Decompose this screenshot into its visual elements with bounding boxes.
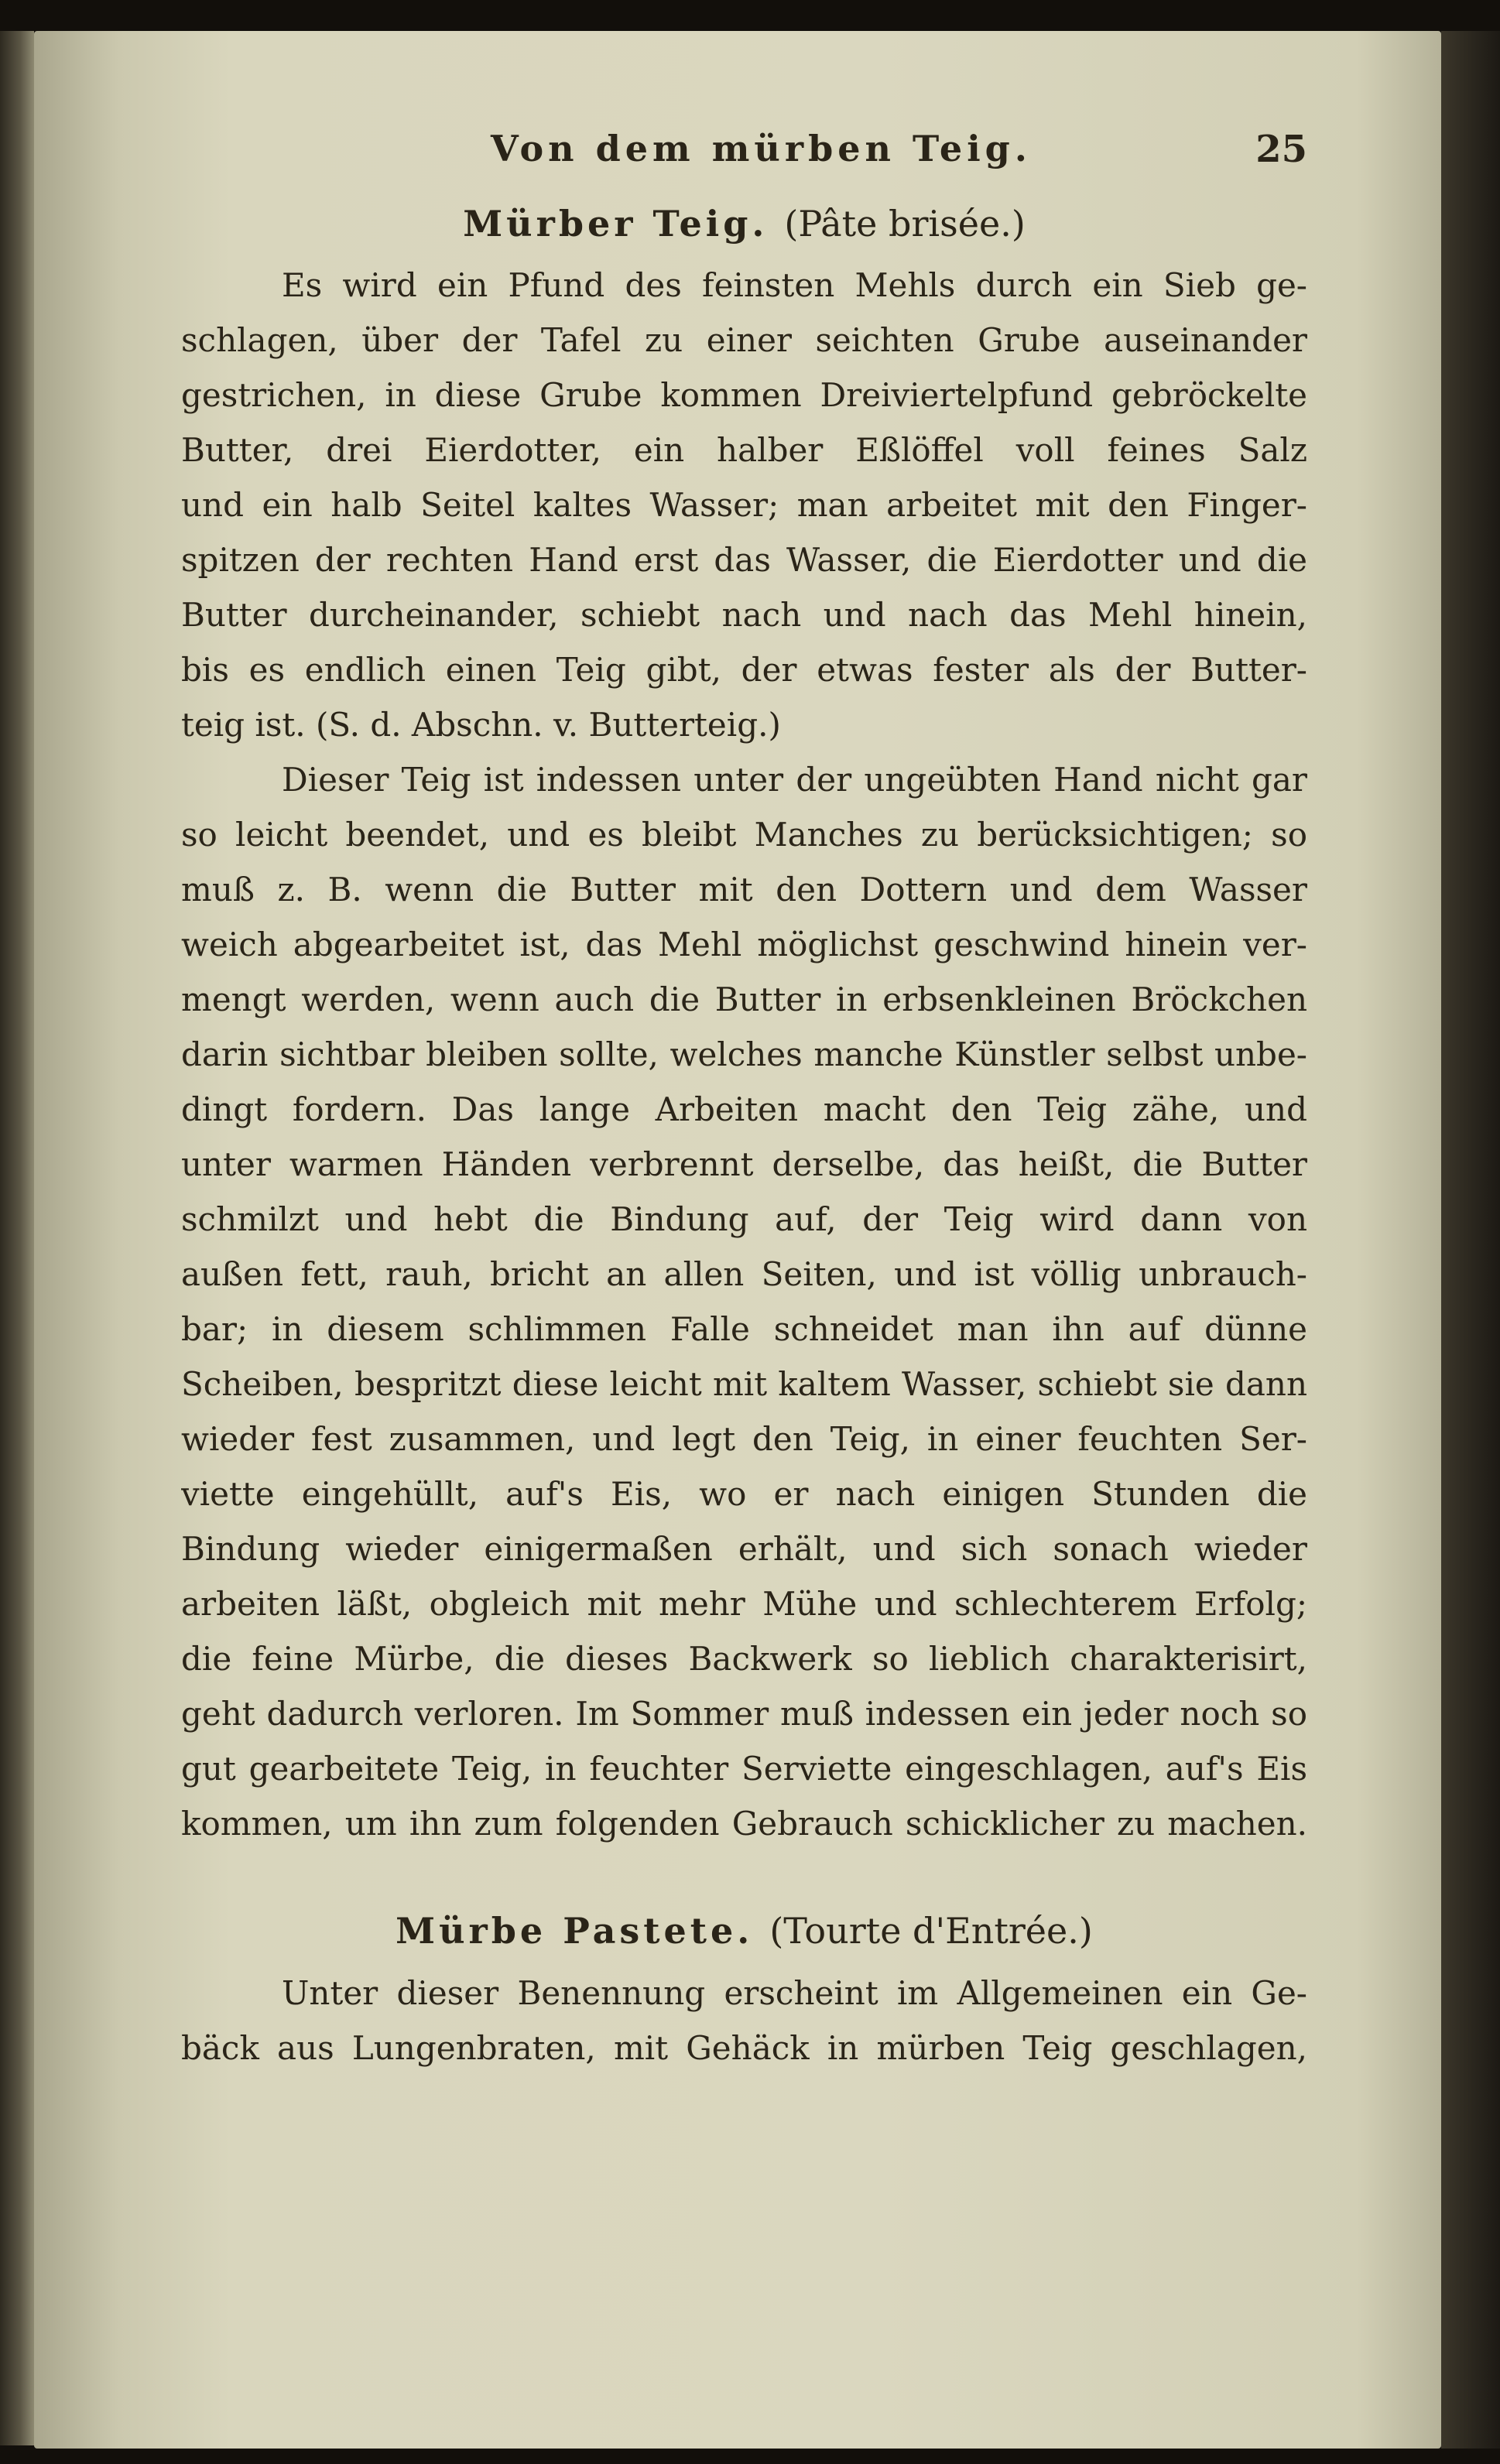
text-line: Dieser Teig ist indessen unter der ungeübten Hand nicht gar bbox=[282, 761, 1307, 799]
text-line: muß z. B. wenn die Butter mit den Dottern und dem Wasser bbox=[181, 871, 1307, 909]
text-line: die feine Mürbe, die dieses Backwerk so lieblich charakterisirt, bbox=[181, 1640, 1307, 1678]
text-line: unter warmen Händen verbrennt derselbe, das heißt, die Butter bbox=[181, 1145, 1307, 1183]
text-line: teig ist. (S. d. Abschn. v. Butterteig.) bbox=[181, 706, 781, 744]
paragraph bbox=[181, 752, 1307, 1851]
text-line: und ein halb Seitel kaltes Wasser; man arbeitet mit den Finger- bbox=[181, 486, 1307, 524]
text-line: viette eingehüllt, auf's Eis, wo er nach einigen Stunden die bbox=[181, 1475, 1307, 1513]
section-title: Mürber Teig. bbox=[463, 203, 769, 245]
book-gutter bbox=[0, 31, 34, 2445]
page-edge-shadow bbox=[1441, 31, 1500, 2449]
text-line: bäck aus Lungenbraten, mit Gehäck in mürben Teig geschlagen, bbox=[181, 2029, 1307, 2067]
text-line: geht dadurch verloren. Im Sommer muß indessen ein jeder noch so bbox=[181, 1695, 1307, 1733]
text-line: mengt werden, wenn auch die Butter in erbsenkleinen Bröckchen bbox=[181, 980, 1307, 1018]
text-line: Butter, drei Eierdotter, ein halber Eßlöffel voll feines Salz bbox=[181, 431, 1307, 469]
text-line: spitzen der rechten Hand erst das Wasser, die Eierdotter und die bbox=[181, 541, 1307, 579]
text-line: gestrichen, in diese Grube kommen Dreiviertelpfund gebröckelte bbox=[181, 376, 1307, 414]
text-line: schlagen, über der Tafel zu einer seichten Grube auseinander bbox=[181, 321, 1307, 359]
section-subtitle: (Tourte d'Entrée.) bbox=[769, 1910, 1093, 1952]
text-line: wieder fest zusammen, und legt den Teig, in einer feuchten Ser- bbox=[181, 1420, 1307, 1458]
text-line: Bindung wieder einigermaßen erhält, und sich sonach wieder bbox=[181, 1530, 1307, 1568]
running-head bbox=[181, 128, 1307, 190]
text-line: gut gearbeitete Teig, in feuchter Serviette eingeschlagen, auf's Eis bbox=[181, 1750, 1307, 1788]
text-line: arbeiten läßt, obgleich mit mehr Mühe und schlechterem Erfolg; bbox=[181, 1585, 1307, 1623]
page-text bbox=[181, 128, 1307, 2076]
section-title: Mürbe Pastete. bbox=[396, 1910, 754, 1952]
text-line: Butter durcheinander, schiebt nach und nach das Mehl hinein, bbox=[181, 596, 1307, 634]
paragraph bbox=[181, 258, 1307, 752]
text-line: Unter dieser Benennung erscheint im Allgemeinen ein Ge- bbox=[282, 1974, 1307, 2012]
section-subtitle: (Pâte brisée.) bbox=[784, 203, 1026, 245]
text-line: bar; in diesem schlimmen Falle schneidet man ihn auf dünne bbox=[181, 1310, 1307, 1348]
page-number: 25 bbox=[1255, 128, 1307, 171]
text-line: dingt fordern. Das lange Arbeiten macht den Teig zähe, und bbox=[181, 1090, 1307, 1128]
section-heading-muerbe-pastete bbox=[181, 1896, 1307, 1966]
running-title: Von dem mürben Teig. bbox=[491, 128, 1032, 169]
paragraph bbox=[181, 1966, 1307, 2076]
text-line: kommen, um ihn zum folgenden Gebrauch schicklicher zu machen. bbox=[181, 1805, 1307, 1843]
text-line: darin sichtbar bleiben sollte, welches manche Künstler selbst unbe- bbox=[181, 1035, 1307, 1073]
section-spacer bbox=[181, 1851, 1307, 1896]
text-line: Scheiben, bespritzt diese leicht mit kaltem Wasser, schiebt sie dann bbox=[181, 1365, 1307, 1403]
text-line: außen fett, rauh, bricht an allen Seiten, und ist völlig unbrauch- bbox=[181, 1255, 1307, 1293]
section-heading-muerber-teig bbox=[181, 190, 1307, 258]
text-line: bis es endlich einen Teig gibt, der etwas fester als der Butter- bbox=[181, 651, 1307, 689]
text-line: schmilzt und hebt die Bindung auf, der Teig wird dann von bbox=[181, 1200, 1307, 1238]
text-line: Es wird ein Pfund des feinsten Mehls durch ein Sieb ge- bbox=[282, 266, 1307, 304]
text-line: so leicht beendet, und es bleibt Manches zu berücksichtigen; so bbox=[181, 816, 1307, 854]
text-line: weich abgearbeitet ist, das Mehl möglichst geschwind hinein ver- bbox=[181, 926, 1307, 963]
